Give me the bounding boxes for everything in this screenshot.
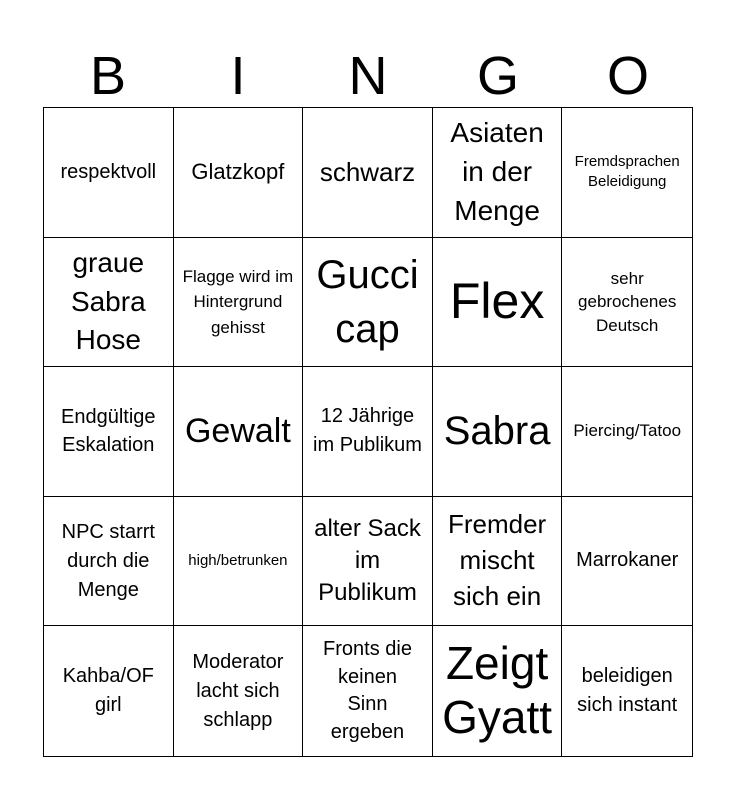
bingo-cell-r3c3[interactable]: 12 Jährige im Publikum	[303, 367, 433, 497]
bingo-cell-r3c4[interactable]: Sabra	[433, 367, 563, 497]
header-letter-n: N	[348, 46, 388, 106]
bingo-cell-r5c2[interactable]: Moderator lacht sich schlapp	[174, 626, 304, 756]
bingo-cell-r4c3[interactable]: alter Sack im Publikum	[303, 497, 433, 627]
bingo-cell-r1c2[interactable]: Glatzkopf	[174, 108, 304, 238]
header-letter-i: I	[230, 46, 246, 106]
bingo-card	[43, 107, 693, 757]
bingo-cell-r2c1[interactable]: graue Sabra Hose	[44, 238, 174, 368]
bingo-cell-r3c1[interactable]: Endgültige Eskalation	[44, 367, 174, 497]
bingo-cell-r1c5[interactable]: Fremdsprachen Beleidigung	[562, 108, 692, 238]
header-letter-o: O	[606, 46, 649, 106]
bingo-cell-r4c1[interactable]: NPC starrt durch die Menge	[44, 497, 174, 627]
bingo-cell-r2c5[interactable]: sehr gebrochenes Deutsch	[562, 238, 692, 368]
bingo-cell-r5c4[interactable]: Zeigt Gyatt	[433, 626, 563, 756]
bingo-cell-r4c4[interactable]: Fremder mischt sich ein	[433, 497, 563, 627]
header-letter-g: G	[476, 46, 519, 106]
bingo-cell-r5c3[interactable]: Fronts die keinen Sinn ergeben	[303, 626, 433, 756]
bingo-cell-r4c2[interactable]: high/betrunken	[174, 497, 304, 627]
bingo-cell-r5c1[interactable]: Kahba/OF girl	[44, 626, 174, 756]
bingo-cell-r4c5[interactable]: Marrokaner	[562, 497, 692, 627]
bingo-cell-r2c4[interactable]: Flex	[433, 238, 563, 368]
bingo-cell-r3c2[interactable]: Gewalt	[174, 367, 304, 497]
bingo-cell-r5c5[interactable]: beleidigen sich instant	[577, 665, 678, 717]
bingo-cell-r2c3[interactable]: Gucci cap	[303, 238, 433, 368]
bingo-cell-r1c3[interactable]: schwarz	[303, 108, 433, 238]
bingo-header	[43, 46, 693, 106]
bingo-cell-r3c5[interactable]: Piercing/Tatoo	[562, 367, 692, 497]
header-letter-b: B	[89, 46, 127, 106]
bingo-cell-r1c4[interactable]: Asiaten in der Menge	[433, 108, 563, 238]
bingo-cell-r1c1[interactable]: respektvoll	[44, 108, 174, 238]
bingo-cell-r2c2[interactable]: Flagge wird im Hintergrund gehisst	[174, 238, 304, 368]
